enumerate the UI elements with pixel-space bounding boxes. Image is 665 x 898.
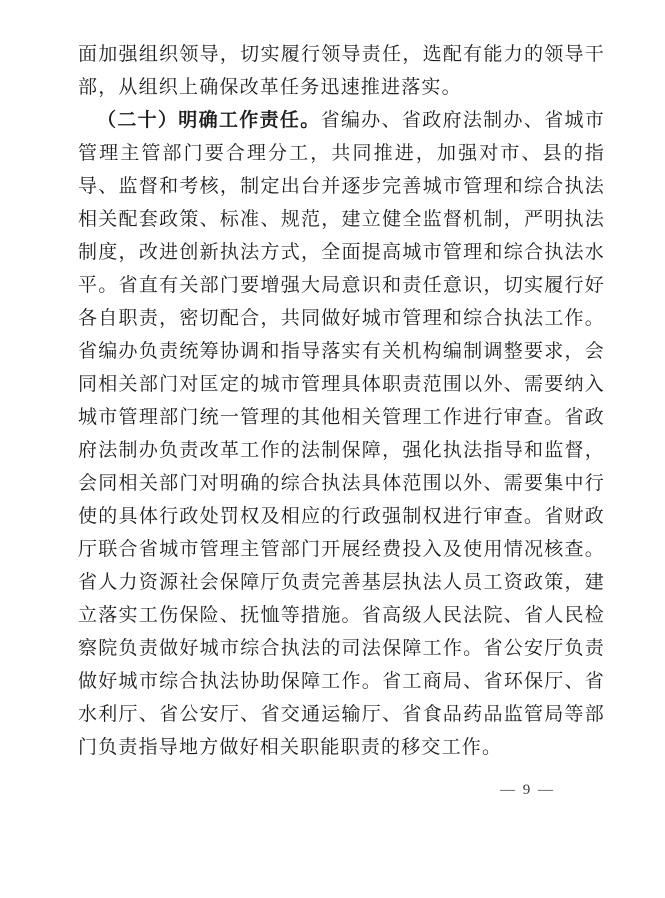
paragraph-continuation: 面加强组织领导，切实履行领导责任，选配有能力的领导干部，从组织上确保改革任务迅速推进落实。 bbox=[78, 44, 605, 98]
section-body-text: 省编办、省政府法制办、省城市管理主管部门要合理分工，共同推进，加强对市、县的指导、监督和考核，制定出台并逐步完善城市管理和综合执法相关配套政策、标准、规范，建立健全监督机制，严明执法制度，改进创新执法方式，全面提高城市管理和综合执法水平。省直有关部门要增强大局意识和责任意识，切实履行好各自职责，密切配合，共同做好城市管理和综合执法工作。省编办负责统筹协调和指导落实有关机构编制调整要求，会同相关部门对匡定的城市管理具体职责范围以外、需要纳入城市管理部门统一管理的其他相关管理工作进行审查。省政府法制办负责改革工作的法制保障，强化执法指导和监督，会同相关部门对明确的综合执法具体范围以外、需要集中行使的具体行政处罚权及相应的行政强制权进行审查。省财政厅联合省城市管理主管部门开展经费投入及使用情况核查。省人力资源社会保障厅负责完善基层执法人员工资政策，建立落实工伤保险、抚恤等措施。省高级人民法院、省人民检察院负责做好城市综合执法的司法保障工作。省公安厅负责做好城市综合执法协助保障工作。省工商局、省环保厅、省水利厅、省公安厅、省交通运输厅、省食品药品监管局等部门负责指导地方做好相关职能职责的移交工作。 bbox=[78, 110, 605, 758]
paragraph-section-20 bbox=[78, 104, 605, 764]
section-heading: （二十）明确工作责任。 bbox=[97, 110, 321, 131]
page-number: — 9 — bbox=[500, 782, 555, 798]
document-body bbox=[78, 38, 605, 764]
